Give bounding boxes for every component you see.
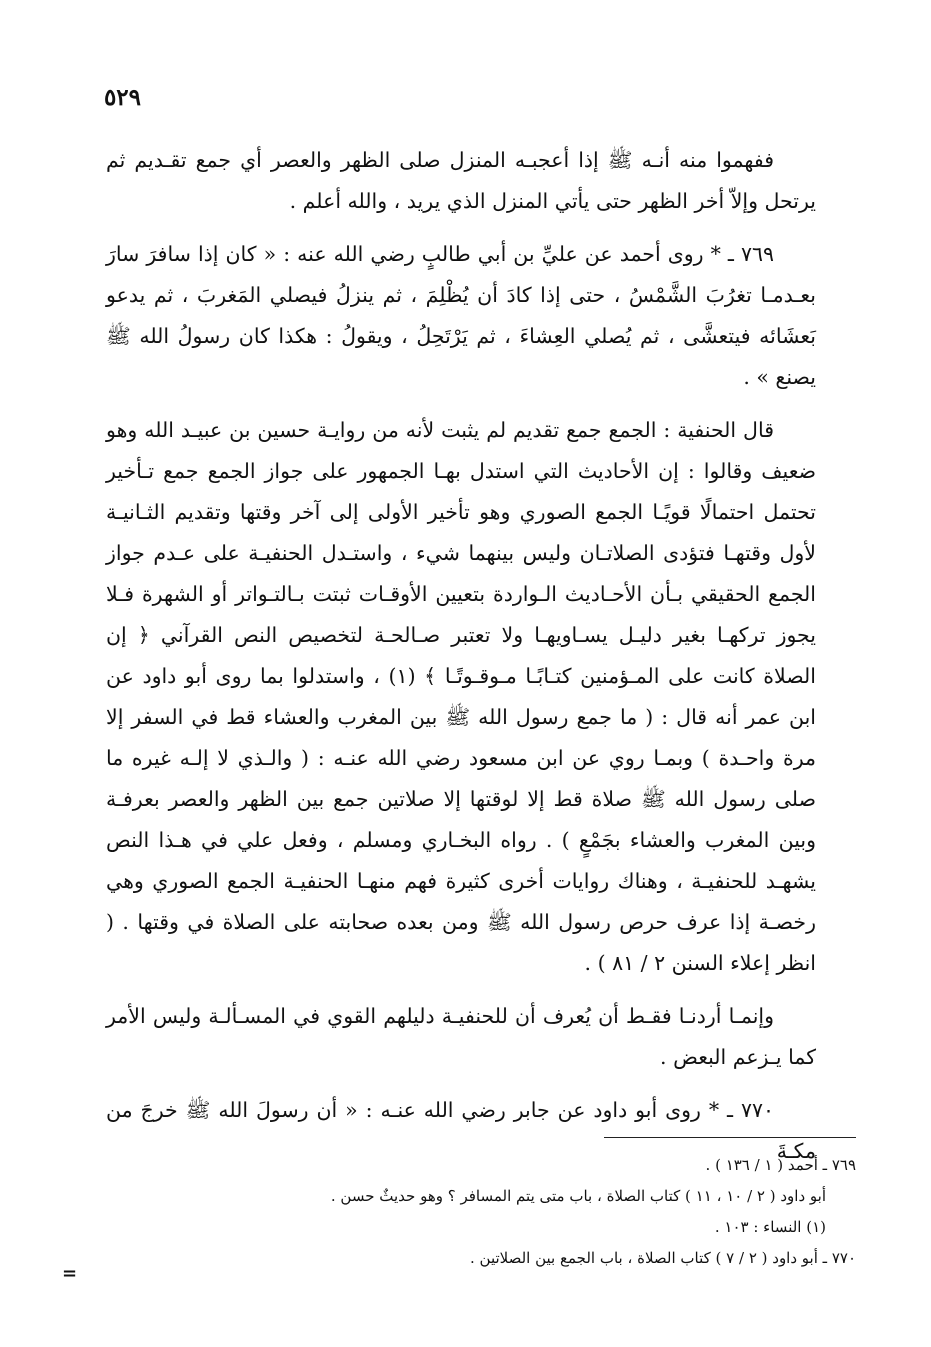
- paragraph-1: ففهموا منه أنـه ﷺ إذا أعجبـه المنزل صلى الظهر والعصر أي جمع تقـديم ثم يرتحل وإلاّ أخر الظهر حتى يأتي المنزل الذي يريد ، والله أعلم .: [106, 148, 816, 213]
- footnote-769-abu-dawud: أبو داود ( ٢ / ١٠ ، ١١ ) كتاب الصلاة ، باب متى يتم المسافر ؟ وهو حديثٌ حسن .: [330, 1187, 826, 1205]
- paragraph-conclusion: وإنمـا أردنـا فقـط أن يُعرف أن للحنفيـة دليلهم القوي في المسـألـة وليس الأمر كما يـزعم البعض .: [106, 1004, 816, 1069]
- margin-mark: =: [62, 1263, 78, 1284]
- paragraph-hanafi-discussion: قال الحنفية : الجمع جمع تقديم لم يثبت لأنه من روايـة حسين بن عبيـد الله وهو ضعيف وقالوا : إن الأحاديث التي استدل بهـا الجمهور على جواز الجمع جمع تـأخير تحتمل احتمالًا قويًـا الجمع الصوري وهو تأخير الأولى إلى آخر وقتها وتقديم الثـانيـة لأول وقتهـا فتؤدى الصلاتـان وليس بينهما شيء ، واستـدل الحنفيـة على عـدم جواز الجمع الحقيقي بـأن الأحـاديث الـواردة بتعيين الأوقـات ثبتت بـالتـواتر أو الشهرة فـلا يجوز تركهـا بغير دليـل يسـاويهـا ولا تعتبر صـالحـة لتخصيص النص القرآني ﴿ إن الصلاة كانت على المـؤمنين كتـابًـا مـوقـوتًـا ﴾ (١) ، واستدلوا بما روى أبو داود عن ابن عمر أنه قال : ( ما جمع رسول الله ﷺ بين المغرب والعشاء قط في السفر إلا مرة واحـدة ) وبمـا روي عن ابن مسعود رضي الله عنـه : ( والـذي لا إلـه غيره ما صلى رسول الله ﷺ صلاة قط إلا لوقتها إلا صلاتين جمع بين الظهر والعصر بعرفـة وبين المغرب والعشاء بجَمْعٍ ) . رواه البخـاري ومسلم ، وفعل علي في هـذا النص يشهـد للحنفيـة ، وهناك روايات أخرى كثيرة فهم منهـا الحنفيـة الجمع الصوري وهي رخصـة إذا عرف حرص رسول الله ﷺ ومن بعده صحابته على الصلاة في وقتها . ( انظر إعلاء السنن ٢ / ٨١ ) .: [106, 418, 816, 975]
- page-number: ٥٢٩: [103, 84, 141, 111]
- hadith-770: ٧٧٠ ـ * روى أبو داود عن جابر رضي الله عنـه : « أن رسولَ الله ﷺ خرجَ من مكـةَ: [106, 1098, 816, 1163]
- footnote-1-nisa: (١) النساء : ١٠٣ .: [714, 1218, 826, 1236]
- footnote-divider: [604, 1137, 856, 1138]
- hadith-769: ٧٦٩ ـ * روى أحمد عن عليِّ بن أبي طالبٍ رضي الله عنه : « كان إذا سافرَ سارَ بعـدمـا تغرُبَ الشَّمْسُ ، حتى إذا كادَ أن يُظْلِمَ ، ثم ينزلُ فيصلي المَغربَ ، ثم يدعو بَعشَائه فيتعشَّى ، ثم يُصلي العِشاءَ ، ثم يَرْتَحِلُ ، ويقولُ : هكذا كان رسولُ الله ﷺ يصنع » .: [106, 242, 816, 389]
- footnote-770-abu-dawud: ٧٧٠ ـ أبو داود ( ٢ / ٧ ) كتاب الصلاة ، باب الجمع بين الصلاتين .: [469, 1249, 856, 1267]
- footnote-769-ahmad: ٧٦٩ ـ أحمد ( ١ / ١٣٦ ) .: [705, 1156, 856, 1174]
- main-text: [106, 140, 816, 1184]
- footnotes: [120, 1150, 856, 1274]
